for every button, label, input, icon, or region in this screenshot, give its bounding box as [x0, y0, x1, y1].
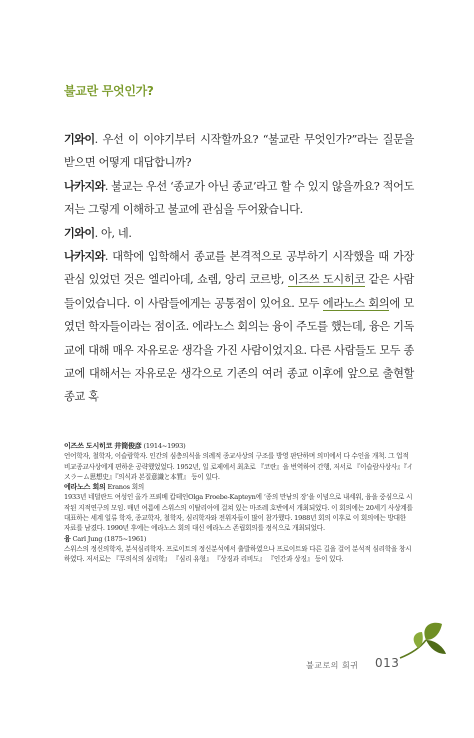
footnote-term: 융	[64, 534, 71, 543]
footnote-term: 이즈쓰 도시히코 井筒俊彦	[64, 442, 142, 450]
footnote-entry	[64, 534, 414, 544]
dialogue-text: . 우선 이 이야기부터 시작할까요? “불교란 무엇인가?”라는 질문을 받으면 어떻게 대답합니까?	[64, 133, 414, 170]
dialogue-text: . 불교는 우선 ‘종교가 아닌 종교’라고 할 수 있지 않을까요? 적어도 저는 그렇게 이해하고 불교에 관심을 두어왔습니다.	[64, 179, 414, 217]
footnote-text: 1933년 네덜란드 여성인 올가 프뢰베 캅테인Olga Froebe-Kapteyn에 ‘종의 만남의 장’을 이념으로 내세워, 융을 중심으로 시작된 지적연구의 모임. 매년 여름에 스위스의 이탈리아에 걸쳐 있는 마조레 호반에서 개최되었다. 이 회의에는 20세기 사상계를 대표하는 세계 일류 학자, 종교학자, 철학자, 심리학자와 전위자들이 많이 참가했다. 1988년 회의 이후로 이 회의에는 방대한 자료를 남겼다. 1990년 후에는 에라노스 회의 대신 에라노스 존립회의를 정식으로 개최되었다.	[64, 493, 413, 533]
footnote-reference: 이즈쓰 도시히코	[287, 273, 365, 287]
dialogue-text: . 대학에 입학해서 종교를 본격적으로 공부하기 시작했을 때 가장 관심 있었던 것은 엘리아데, 쇼렘, 앙리 코르방,	[64, 250, 414, 287]
footnote-years: Eranos 회의	[105, 483, 145, 492]
dialogue-text: 같은 사람들이었습니다. 이 사람들에게는 공통점이 있어요. 모두	[64, 273, 414, 310]
footnote-entry	[64, 441, 414, 451]
speaker-name: 나카지와	[64, 250, 105, 264]
speaker-name: 나카지와	[64, 179, 105, 193]
sprout-icon	[396, 618, 448, 662]
dialogue-text: 에 모였던 학자들이라는 점이죠. 에라노스 회의는 융이 주도를 했는데, 융은 기독교에 대해 매우 자유로운 생각을 가진 사람이었지요. 다른 사람들도 모두 종교에 대해서는 자유로운 생각으로 기존의 여러 종교 이후에 앞으로 출현할 종교 혹	[64, 296, 415, 404]
footnote-years: (1914~1993)	[141, 442, 186, 450]
footnote-years: Carl Jung (1875~1961)	[70, 534, 147, 543]
section-heading: 불교란 무엇인가?	[64, 84, 154, 98]
dialogue-text: . 아, 네.	[94, 226, 132, 240]
footnote-text: 스위스의 정신의학자, 분석심리학자. 프로이트의 정신분석에서 출발하였으나 프로이트와 다른 길을 걸어 분석적 심리학을 창시하였다. 저서로는 『무의식의 심리학』 『심리 유형』 『상징과 리비도』 『인간과 상징』 등이 있다.	[64, 544, 412, 564]
dialogue-paragraph	[64, 245, 414, 409]
dialogue-paragraph	[64, 222, 414, 245]
dialogue-paragraph	[64, 175, 414, 222]
footnote-text: 언어학자, 철학자, 이슬람학자. 인간의 심층의식을 의례적 종교사상의 구조를 방영 판단하며 의미에서 다 수인을 개척. 그 업적 비교종교사상에게 편하운 공략했었었다. 1952년, 일 로제에서 최초로 『코란』을 번역하여 간행, 저서로 『이슬람사상사』『イスラーム思想史』『의식과 본질意識と本質』 등이 있다.	[64, 452, 414, 481]
page-number: 013	[375, 656, 400, 670]
footnote-term: 에라노스 회의	[64, 483, 106, 492]
footnotes-block	[64, 441, 414, 565]
footnote-entry	[64, 482, 414, 492]
speaker-name: 기와이	[64, 133, 95, 146]
running-title: 불교로의 회귀	[306, 661, 359, 670]
dialogue-body	[64, 128, 414, 409]
dialogue-paragraph	[64, 128, 414, 175]
speaker-name: 기와이	[64, 226, 95, 240]
footnote-reference: 에라노스 회의	[322, 296, 390, 310]
